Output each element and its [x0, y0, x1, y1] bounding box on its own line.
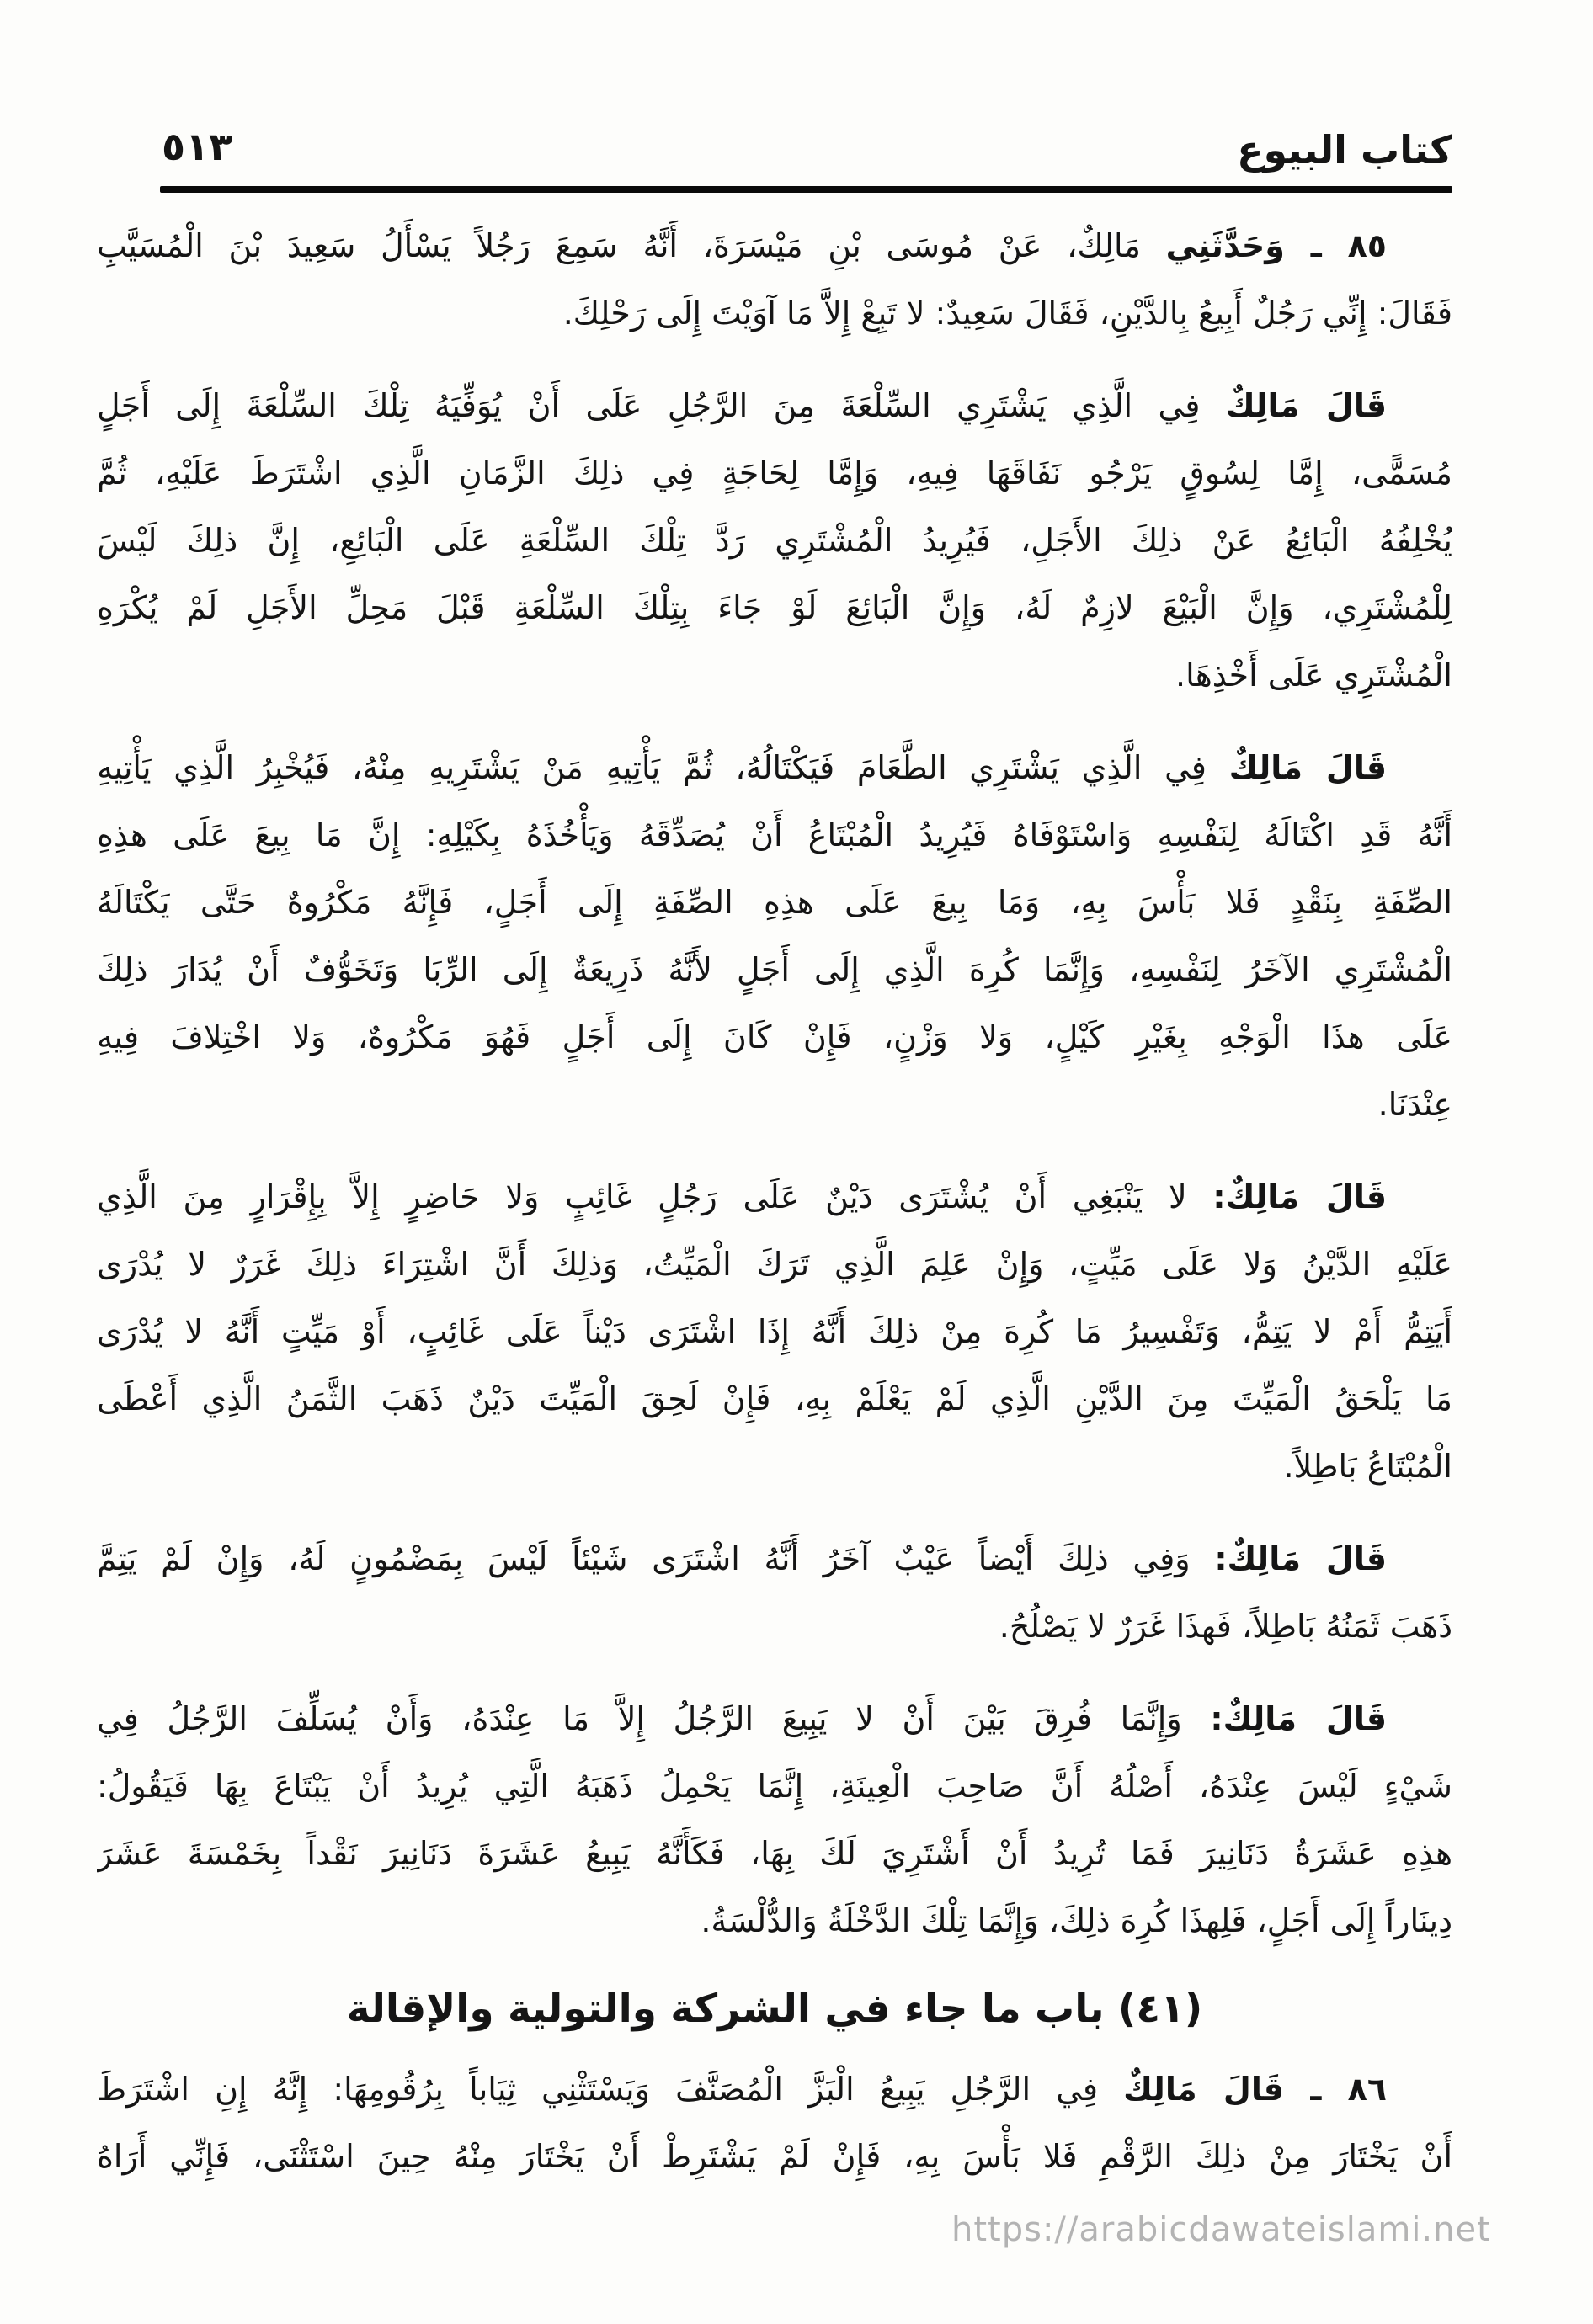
- line-text: وَفِي ذلِكَ أَيْضاً عَيْبٌ آخَرُ أَنَّهُ اشْتَرَى شَيْئاً لَيْسَ بِمَضْمُونٍ لَهُ، وَإِنْ لَمْ يَتِمَّ: [97, 1540, 1215, 1577]
- watermark-url: https://arabicdawateislami.net: [951, 2210, 1491, 2249]
- hadith-number-lead: ٨٥ ـ وَحَدَّثَنِي: [1165, 227, 1387, 264]
- malik-commentary-paragraph-4: [97, 1525, 1452, 1660]
- hadith-number-lead: ٨٦ ـ قَالَ مَالِكٌ: [1123, 2071, 1388, 2108]
- text-line: شَيْءٍ لَيْسَ عِنْدَهُ، أَصْلُهُ أَنَّ صَاحِبَ الْعِينَةِ، إِنَّمَا يَحْمِلُ ذَهَبَهُ الَّتِي يُرِيدُ أَنْ يَبْتَاعَ بِهَا فَيَقُولُ:: [97, 1768, 1452, 1805]
- text-line: [97, 734, 1452, 801]
- page-body: [97, 212, 1452, 2190]
- malik-commentary-paragraph-2: [97, 734, 1452, 1138]
- text-line: الصِّفَةِ بِنَقْدٍ فَلا بَأْسَ بِهِ، وَمَا بِيعَ عَلَى هذِهِ الصِّفَةِ إِلَى أَجَلٍ، فَإِنَّهُ مَكْرُوهٌ حَتَّى يَكْتَالَهُ: [97, 884, 1452, 921]
- header-divider: [160, 186, 1452, 193]
- text-line: الْمُشْتَرِي الآخَرُ لِنَفْسِهِ، وَإِنَّمَا كُرِهَ الَّذِي إِلَى أَجَلٍ لأَنَّهُ ذَرِيعَةٌ إِلَى الرِّبَا وَتَخَوُّفٌ أَنْ يُدَارَ ذلِكَ: [97, 951, 1452, 988]
- hadith-85-paragraph: [97, 212, 1452, 347]
- text-line: ذَهَبَ ثَمَنُهُ بَاطِلاً، فَهذَا غَرَرٌ لا يَصْلُحُ.: [999, 1608, 1452, 1645]
- text-line: فَقَالَ: إِنِّي رَجُلٌ أَبِيعُ بِالدَّيْنِ، فَقَالَ سَعِيدٌ: لا تَبِعْ إِلاَّ مَا آوَيْتَ إِلَى رَحْلِكَ.: [562, 295, 1452, 332]
- text-line: لِلْمُشْتَرِي، وَإِنَّ الْبَيْعَ لازِمٌ لَهُ، وَإِنَّ الْبَائِعَ لَوْ جَاءَ بِتِلْكَ السِّلْعَةِ قَبْلَ مَحِلِّ الأَجَلِ لَمْ يُكْرَهِ: [97, 589, 1452, 626]
- text-line: [97, 1163, 1452, 1231]
- speaker-lead: قَالَ مَالِكٌ:: [1212, 1178, 1387, 1215]
- text-line: [97, 372, 1452, 439]
- text-line: مَا يَلْحَقُ الْمَيِّتَ مِنَ الدَّيْنِ الَّذِي لَمْ يَعْلَمْ بِهِ، فَإِنْ لَحِقَ الْمَيِّتَ دَيْنٌ ذَهَبَ الثَّمَنُ الَّذِي أَعْطَى: [97, 1380, 1452, 1417]
- page-number: ٥١٣: [162, 124, 233, 169]
- text-line: عِنْدَنَا.: [1377, 1086, 1452, 1123]
- text-line: الْمُشْتَرِي عَلَى أَخْذِهَا.: [1175, 657, 1452, 694]
- text-line: يُخْلِفُهُ الْبَائِعُ عَنْ ذلِكَ الأَجَلِ، فَيُرِيدُ الْمُشْتَرِي رَدَّ تِلْكَ السِّلْعَةِ عَلَى الْبَائِعِ، إِنَّ ذلِكَ لَيْسَ: [97, 522, 1452, 559]
- speaker-lead: قَالَ مَالِكٌ: [1225, 387, 1387, 424]
- text-line: [97, 212, 1452, 279]
- line-text: فِي الَّذِي يَشْتَرِي الطَّعَامَ فَيَكْتَالُهُ، ثُمَّ يَأْتِيهِ مَنْ يَشْتَرِيهِ مِنْهُ، فَيُخْبِرُ الَّذِي يَأْتِيهِ: [97, 749, 1229, 786]
- speaker-lead: قَالَ مَالِكٌ:: [1210, 1700, 1387, 1737]
- text-line: دِينَاراً إِلَى أَجَلٍ، فَلِهذَا كُرِهَ ذلِكَ، وَإِنَّمَا تِلْكَ الدَّخْلَةُ وَالدُّلْسَةُ.: [701, 1902, 1452, 1939]
- speaker-lead: قَالَ مَالِكٌ:: [1214, 1540, 1387, 1577]
- text-line: أَنْ يَخْتَارَ مِنْ ذلِكَ الرَّقْمِ فَلا بَأْسَ بِهِ، فَإِنْ لَمْ يَشْتَرِطْ أَنْ يَخْتَارَ مِنْهُ حِينَ اسْتَثْنَى، فَإِنِّي أَرَاهُ: [97, 2138, 1452, 2175]
- malik-commentary-paragraph-3: [97, 1163, 1452, 1500]
- page-header: [160, 116, 1452, 187]
- line-text: فِي الَّذِي يَشْتَرِي السِّلْعَةَ مِنَ الرَّجُلِ عَلَى أَنْ يُوَفِّيَهُ تِلْكَ السِّلْعَةَ إِلَى أَجَلٍ: [97, 387, 1226, 424]
- text-line: عَلَى هذَا الْوَجْهِ بِغَيْرِ كَيْلٍ، وَلا وَزْنٍ، فَإِنْ كَانَ إِلَى أَجَلٍ فَهُوَ مَكْرُوهٌ، وَلا اخْتِلافَ فِيهِ: [97, 1018, 1452, 1056]
- text-line: هذِهِ عَشَرَةُ دَنَانِيرَ فَمَا تُرِيدُ أَنْ أَشْتَرِيَ لَكَ بِهَا، فَكَأَنَّهُ يَبِيعُ عَشَرَةَ دَنَانِيرَ نَقْداً بِخَمْسَةَ عَشَرَ: [97, 1835, 1452, 1872]
- line-text: لا يَنْبَغِي أَنْ يُشْتَرَى دَيْنٌ عَلَى رَجُلٍ غَائِبٍ وَلا حَاضِرٍ إِلاَّ بِإِقْرَارٍ مِنَ الَّذِي: [97, 1178, 1213, 1215]
- text-line: [97, 1685, 1452, 1752]
- text-line: [97, 2055, 1452, 2123]
- text-line: أَيَتِمُّ أَمْ لا يَتِمُّ، وَتَفْسِيرُ مَا كُرِهَ مِنْ ذلِكَ أَنَّهُ إِذَا اشْتَرَى دَيْناً عَلَى غَائِبٍ، أَوْ مَيِّتٍ أَنَّهُ لا يُدْرَى: [97, 1313, 1452, 1350]
- text-line: أَنَّهُ قَدِ اكْتَالَهُ لِنَفْسِهِ وَاسْتَوْفَاهُ فَيُرِيدُ الْمُبْتَاعُ أَنْ يُصَدِّقَهُ وَيَأْخُذَهُ بِكَيْلِهِ: إِنَّ مَا بِيعَ عَلَى هذِهِ: [97, 816, 1452, 854]
- hadith-86-paragraph: [97, 2055, 1452, 2190]
- malik-commentary-paragraph-5: [97, 1685, 1452, 1954]
- speaker-lead: قَالَ مَالِكٌ: [1228, 749, 1387, 786]
- line-text: مَالِكٌ، عَنْ مُوسَى بْنِ مَيْسَرَةَ، أَنَّهُ سَمِعَ رَجُلاً يَسْأَلُ سَعِيدَ بْنَ الْمُسَيَّبِ: [97, 227, 1166, 264]
- book-title: كتاب البيوع: [1237, 127, 1452, 173]
- text-line: عَلَيْهِ الدَّيْنُ وَلا عَلَى مَيِّتٍ، وَإِنْ عَلِمَ الَّذِي تَرَكَ الْمَيِّتُ، وَذلِكَ أَنَّ اشْتِرَاءَ ذلِكَ غَرَرٌ لا يُدْرَى: [97, 1246, 1452, 1283]
- text-line: [97, 1525, 1452, 1593]
- chapter-heading: (٤١) باب ما جاء في الشركة والتولية والإقالة: [346, 1986, 1203, 2032]
- line-text: فِي الرَّجُلِ يَبِيعُ الْبَزَّ الْمُصَنَّفَ وَيَسْتَثْنِي ثِيَاباً بِرُقُومِهَا: إِنَّهُ إِنِ اشْتَرَطَ: [97, 2071, 1124, 2108]
- malik-commentary-paragraph-1: [97, 372, 1452, 709]
- text-line: الْمُبْتَاعُ بَاطِلاً.: [1283, 1448, 1452, 1485]
- line-text: وَإِنَّمَا فُرِقَ بَيْنَ أَنْ لا يَبِيعَ الرَّجُلُ إِلاَّ مَا عِنْدَهُ، وَأَنْ يُسَلِّفَ الرَّجُلُ فِي: [97, 1700, 1211, 1737]
- text-line: مُسَمًّى، إِمَّا لِسُوقٍ يَرْجُو نَفَاقَهَا فِيهِ، وَإِمَّا لِحَاجَةٍ فِي ذلِكَ الزَّمَانِ الَّذِي اشْتَرَطَ عَلَيْهِ، ثُمَّ: [97, 455, 1452, 492]
